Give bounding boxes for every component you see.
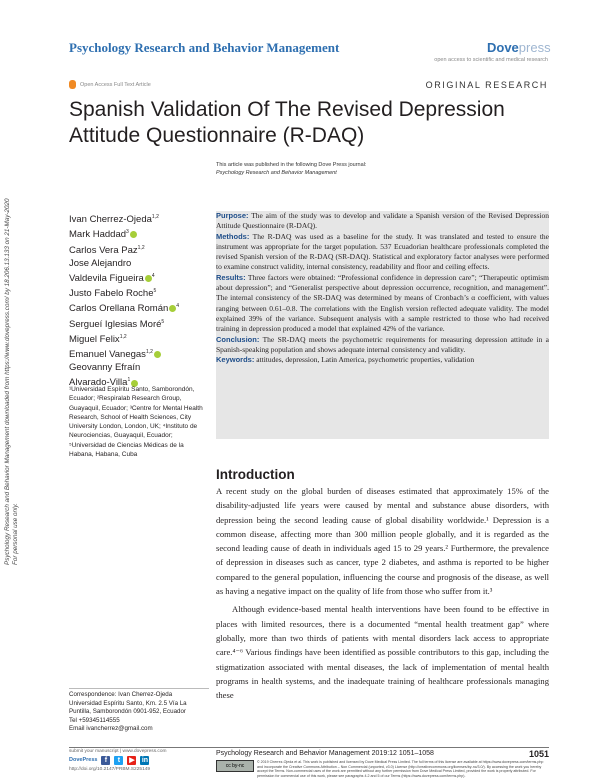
author[interactable]: Carlos Vera Paz$^{1,2}$ — [69, 244, 145, 256]
open-access-label: Open Access Full Text Article — [80, 81, 151, 88]
paragraph: A recent study on the global burden of diseases estimated that approximately 15% of the disability-adjusted life years were caused by mental and substance abuse disorders, with depression being the second leading cause of global disability worldwide.¹ Depression is a common disease, affecting more than 300 million people globally, and it is regarded as the second leading cause of death in individuals aged 15 to 29 years.² Furthermore, the prevalence of depression in diseases such as cancer, type 2 diabetes, and asthma is reported to be higher compared to the general population, influencing the course and prognosis of the disease, as well as having a negative impact on the quality of life from those who suffer from it.³ — [216, 486, 549, 597]
creative-commons-badge[interactable]: cc by-nc — [216, 760, 254, 772]
download-notice: Psychology Research and Behavior Management downloaded from https://www.dovepress.com/ by 18.206.13.133 on 21-May-2020 — [4, 198, 11, 565]
paragraph: Although evidence-based mental health interventions have been found to be effective in places with limited resources, there is a documented “mental health treatment gap” where globally, more than two thirds of patients with mental disorders lack access to appropriate care.⁴⁻⁶ Various findings have been identified as possible contributors to this gap, including the stigmatization associated with mental diseases, the lack of implementation of mental health programs in health systems, and the inadequate training of healthcare professionals managing these — [216, 604, 549, 701]
correspondence-email[interactable]: Email ivancherrez@gmail.com — [69, 725, 153, 733]
publication-note — [216, 161, 366, 177]
footer-journal-reference: Psychology Research and Behavior Management 2019:12 1051–1058 — [216, 750, 434, 757]
facebook-icon[interactable]: f — [101, 756, 110, 765]
abstract-purpose-label: Purpose: — [216, 211, 249, 220]
author[interactable]: Jose Alejandro — [69, 257, 132, 269]
author[interactable]: Alvarado-Villa$^1$ — [69, 374, 209, 389]
author-list — [69, 211, 209, 390]
social-links — [69, 756, 209, 765]
author[interactable]: Emanuel Vanegas$^{1,2}$ — [69, 346, 209, 361]
publisher-name-part1: Dove — [487, 40, 519, 55]
affiliations: ¹Universidad Espíritu Santo, Samborondón, Ecuador; ²Respiralab Research Group, Guayaquil, Ecuador; ³Centre for Mental Health Research, School of Health Sciences, City University London, London, UK; ⁴Instituto de Neurociencias, Guayaquil, Ecuador; ⁵Universidad de Ciencias Médicas de la Habana, Habana, Cuba — [69, 386, 203, 459]
author[interactable]: Ivan Cherrez-Ojeda$^{1,2}$ — [69, 214, 159, 226]
publisher-name-part2: press — [518, 40, 551, 55]
abstract-keywords: Keywords: attitudes, depression, Latin America, psychometric properties, validation — [216, 355, 475, 365]
orcid-icon[interactable] — [154, 351, 161, 358]
page-number: 1051 — [528, 749, 549, 759]
youtube-icon[interactable]: ▶ — [129, 757, 135, 764]
twitter-icon[interactable]: t — [114, 756, 123, 765]
abstract-keywords-label: Keywords: — [216, 355, 255, 365]
abstract-methods: Methods: The R-DAQ was used as a baseline for the study. It was translated and tested to ensure the instrument was appropriate for the target population. 537 Ecuadorian healthcare professionals completed the revised Spanish version of the R-DAQ (SR-DAQ). Statistical and exploratory factor analyses were performed to examine construct validity, internal consistency, readability and floor and ceiling effects. — [216, 231, 550, 272]
article-title: Spanish Validation Of The Revised Depression Attitude Questionnaire (R-DAQ) — [69, 98, 505, 147]
article-type: ORIGINAL RESEARCH — [425, 80, 548, 90]
open-access-lock-icon — [69, 80, 76, 89]
dovepress-brand[interactable]: DovePress — [69, 757, 98, 763]
author[interactable]: Geovanny Efraín — [69, 362, 141, 374]
abstract-methods-label: Methods: — [216, 231, 250, 241]
abstract-conclusion-label: Conclusion: — [216, 334, 260, 344]
abstract-results: Results: Three factors were obtained: “Professional confidence in depression care”; “Therapeutic optimism about depression”; and “Generalist perspective about depression occurrence, recognition, and management”. The internal consistency of the SR-DAQ was determined by means of Cronbach’s α coefficient, with values ranging between 0.61–0.8. The correlations with the English version reflected adequate validity. The model explained 39% of the variance. Subsequent analysis with a sample restricted to those who had received training in depression produced a model that explained 42% of the variance. — [216, 272, 549, 334]
author[interactable]: Miguel Felix$^{1,2}$ — [69, 333, 127, 345]
publisher-tagline: open access to scientific and medical research — [434, 57, 548, 63]
download-sidebar — [4, 0, 20, 565]
license-text: © 2019 Cherrez-Ojeda et al. This work is published and licensed by Dove Medical Press Limited. The full terms of this license are available at https://www.dovepress.com/terms.php and incorporate the Creative Commons Attribution – Non Commercial (unported, v3.0) License (http://creativecommons.org/licenses/by-nc/3.0/). By accessing the work you hereby accept the Terms. Non-commercial uses of the work are permitted without any further permission from Dove Medical Press Limited, provided the work is properly attributed. For permission for commercial use of this work, please see paragraphs 4.2 and 5 of our Terms (https://www.dovepress.com/terms.php). — [257, 760, 544, 778]
open-access-badge — [69, 80, 151, 89]
author[interactable]: Valdevila Figueira $^4$ — [69, 272, 155, 284]
footer-submit-block — [69, 748, 209, 773]
abstract-purpose: Purpose: The aim of the study was to develop and validate a Spanish version of the Revised Depression Attitude Questionnaire (R-DAQ). — [216, 211, 549, 231]
personal-use-notice: For personal use only. — [12, 503, 19, 565]
orcid-icon[interactable] — [130, 231, 137, 238]
doi-link[interactable]: http://doi.org/10.2147/PRBM.S225149 — [69, 767, 151, 772]
author[interactable]: Justo Fabelo Roche$^5$ — [69, 288, 157, 300]
publication-note-journal: Psychology Research and Behavior Management — [216, 170, 337, 176]
publication-note-line1: This article was published in the following Dove Press journal: — [216, 162, 367, 168]
linkedin-icon[interactable]: in — [141, 757, 149, 764]
introduction-body — [216, 484, 549, 702]
section-heading-introduction: Introduction — [216, 467, 295, 482]
submit-manuscript-link[interactable]: submit your manuscript | www.dovepress.com — [69, 749, 167, 754]
license-block — [216, 760, 549, 778]
publisher-logo[interactable] — [487, 40, 551, 55]
abstract-conclusion: Conclusion: The SR-DAQ meets the psychometric requirements for measuring depression attitude in a Spanish-speaking population and shows adequate internal consistency and validity. — [216, 334, 549, 354]
author[interactable]: Carlos Orellana Román $^4$ — [69, 303, 180, 315]
correspondence: Correspondence: Ivan Cherrez-Ojeda Universidad Espíritu Santo, Km. 2.5 Vía La Puntilla, Samborondón 0901-952, Ecuador Tel +59345114555 Email ivancherrez@gmail.com — [69, 688, 209, 734]
author[interactable]: Sergueí Iglesias Moré$^5$ — [69, 318, 165, 330]
orcid-icon[interactable] — [145, 275, 152, 282]
journal-name: Psychology Research and Behavior Management — [69, 40, 340, 55]
abstract-box — [216, 211, 549, 439]
abstract-results-label: Results: — [216, 272, 246, 282]
author[interactable]: Mark Haddad$^3$ — [69, 226, 209, 241]
